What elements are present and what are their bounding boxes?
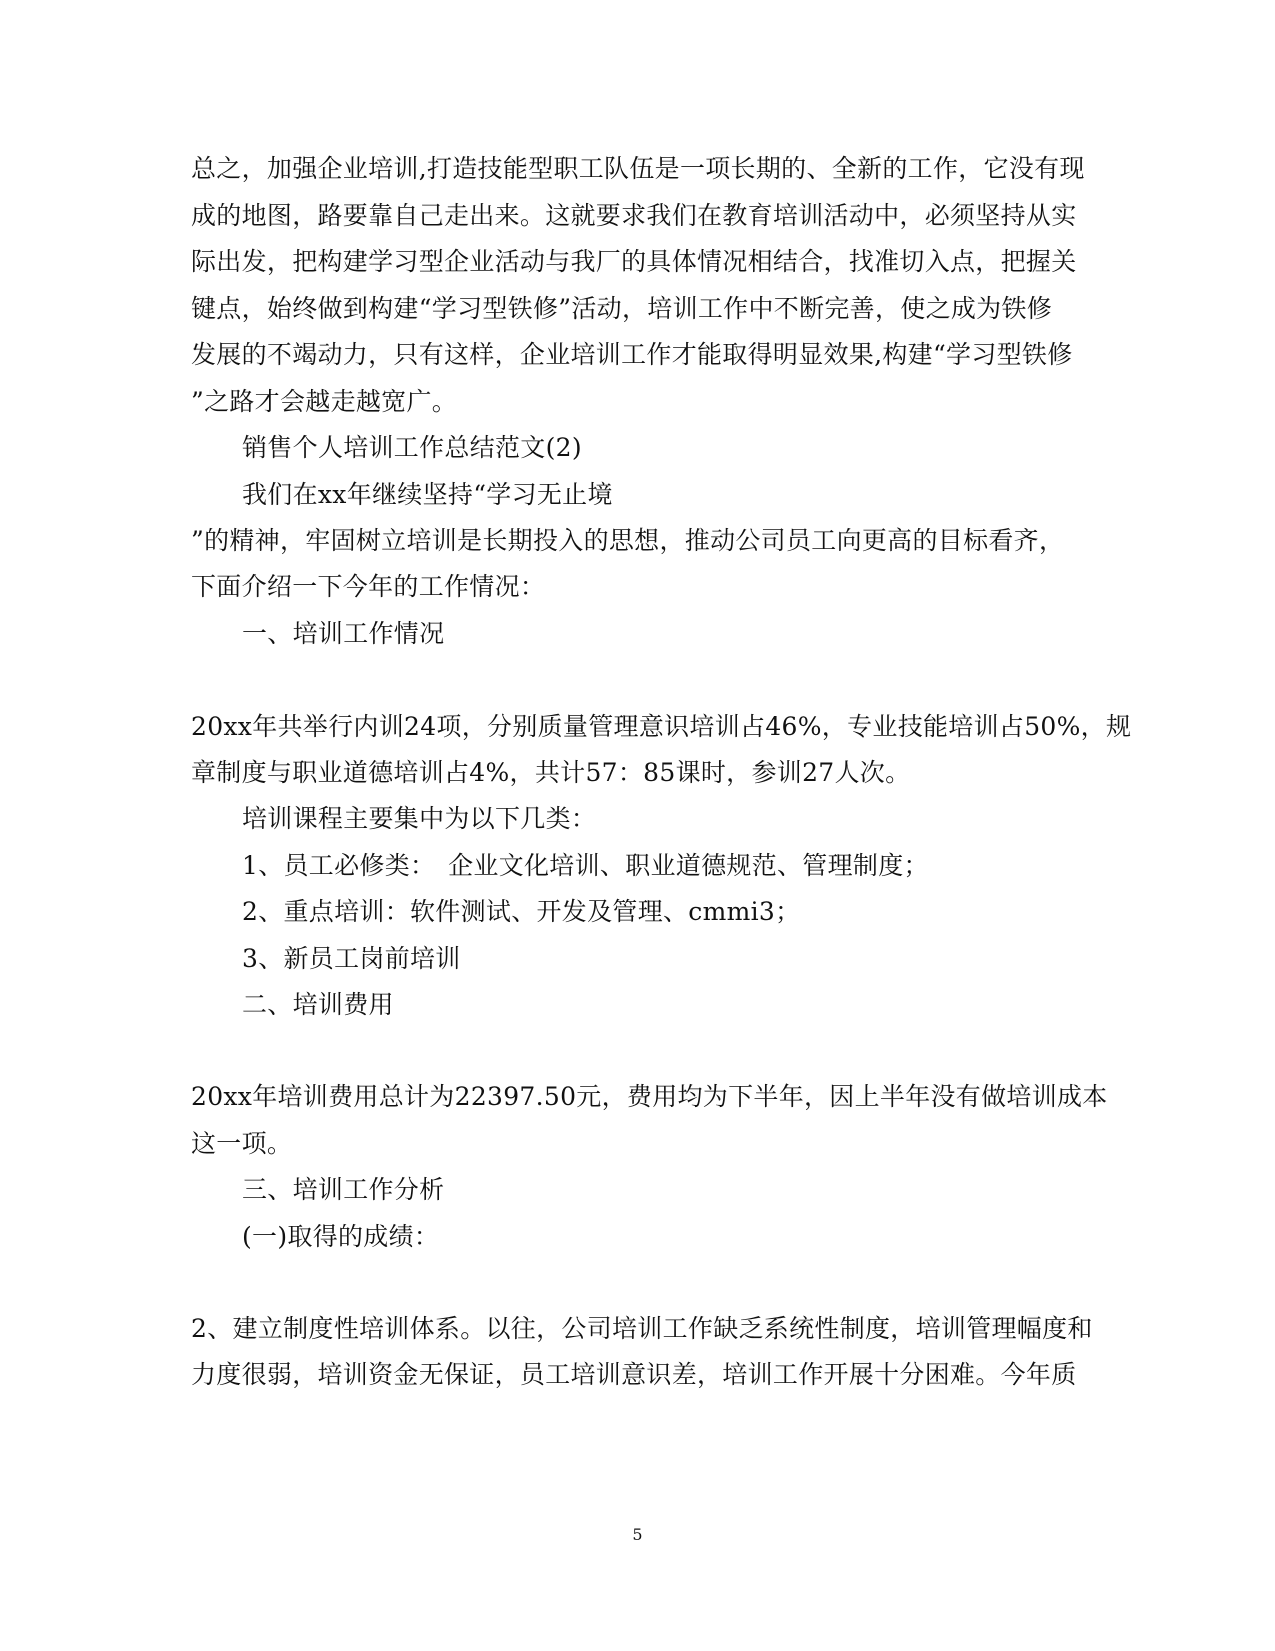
text-line: 下面介绍一下今年的工作情况： — [191, 572, 546, 601]
list-item: 2、重点培训：软件测试、开发及管理、cmmi3； — [242, 897, 801, 926]
list-item: 3、新员工岗前培训 — [242, 944, 461, 973]
subsection-heading: (一)取得的成绩： — [242, 1222, 440, 1251]
text-line: ”之路才会越走越宽广。 — [191, 387, 458, 416]
page-number: 5 — [632, 1525, 643, 1544]
text-line: 培训课程主要集中为以下几类： — [242, 804, 597, 833]
text-line: 20xx年培训费用总计为22397.50元，费用均为下半年，因上半年没有做培训成本 — [191, 1082, 1108, 1111]
text-line: 发展的不竭动力，只有这样，企业培训工作才能取得明显效果,构建“学习型铁修 — [191, 340, 1073, 369]
text-line: 我们在xx年继续坚持“学习无止境 — [242, 480, 613, 509]
text-line: 章制度与职业道德培训占4%，共计57：85课时，参训27人次。 — [191, 758, 911, 787]
list-item: 1、员工必修类： 企业文化培训、职业道德规范、管理制度； — [242, 851, 929, 880]
text-line: 这一项。 — [191, 1129, 293, 1158]
text-line: 际出发，把构建学习型企业活动与我厂的具体情况相结合，找准切入点，把握关 — [191, 247, 1077, 276]
section-heading: 销售个人培训工作总结范文(2) — [242, 433, 582, 462]
section-heading: 三、培训工作分析 — [242, 1175, 445, 1204]
text-line: 键点，始终做到构建“学习型铁修”活动，培训工作中不断完善，使之成为铁修 — [191, 294, 1053, 323]
text-line: 成的地图，路要靠自己走出来。这就要求我们在教育培训活动中，必须坚持从实 — [191, 201, 1077, 230]
text-line: ”的精神，牢固树立培训是长期投入的思想，推动公司员工向更高的目标看齐， — [191, 526, 1065, 555]
text-line: 20xx年共举行内训24项，分别质量管理意识培训占46%，专业技能培训占50%，规 — [191, 712, 1132, 741]
text-line: 2、建立制度性培训体系。以往，公司培训工作缺乏系统性制度，培训管理幅度和 — [191, 1314, 1093, 1343]
section-heading: 二、培训费用 — [242, 990, 394, 1019]
text-line: 力度很弱，培训资金无保证，员工培训意识差，培训工作开展十分困难。今年质 — [191, 1360, 1077, 1389]
text-line: 总之，加强企业培训,打造技能型职工队伍是一项长期的、全新的工作，它没有现 — [191, 154, 1085, 183]
section-heading: 一、培训工作情况 — [242, 619, 445, 648]
